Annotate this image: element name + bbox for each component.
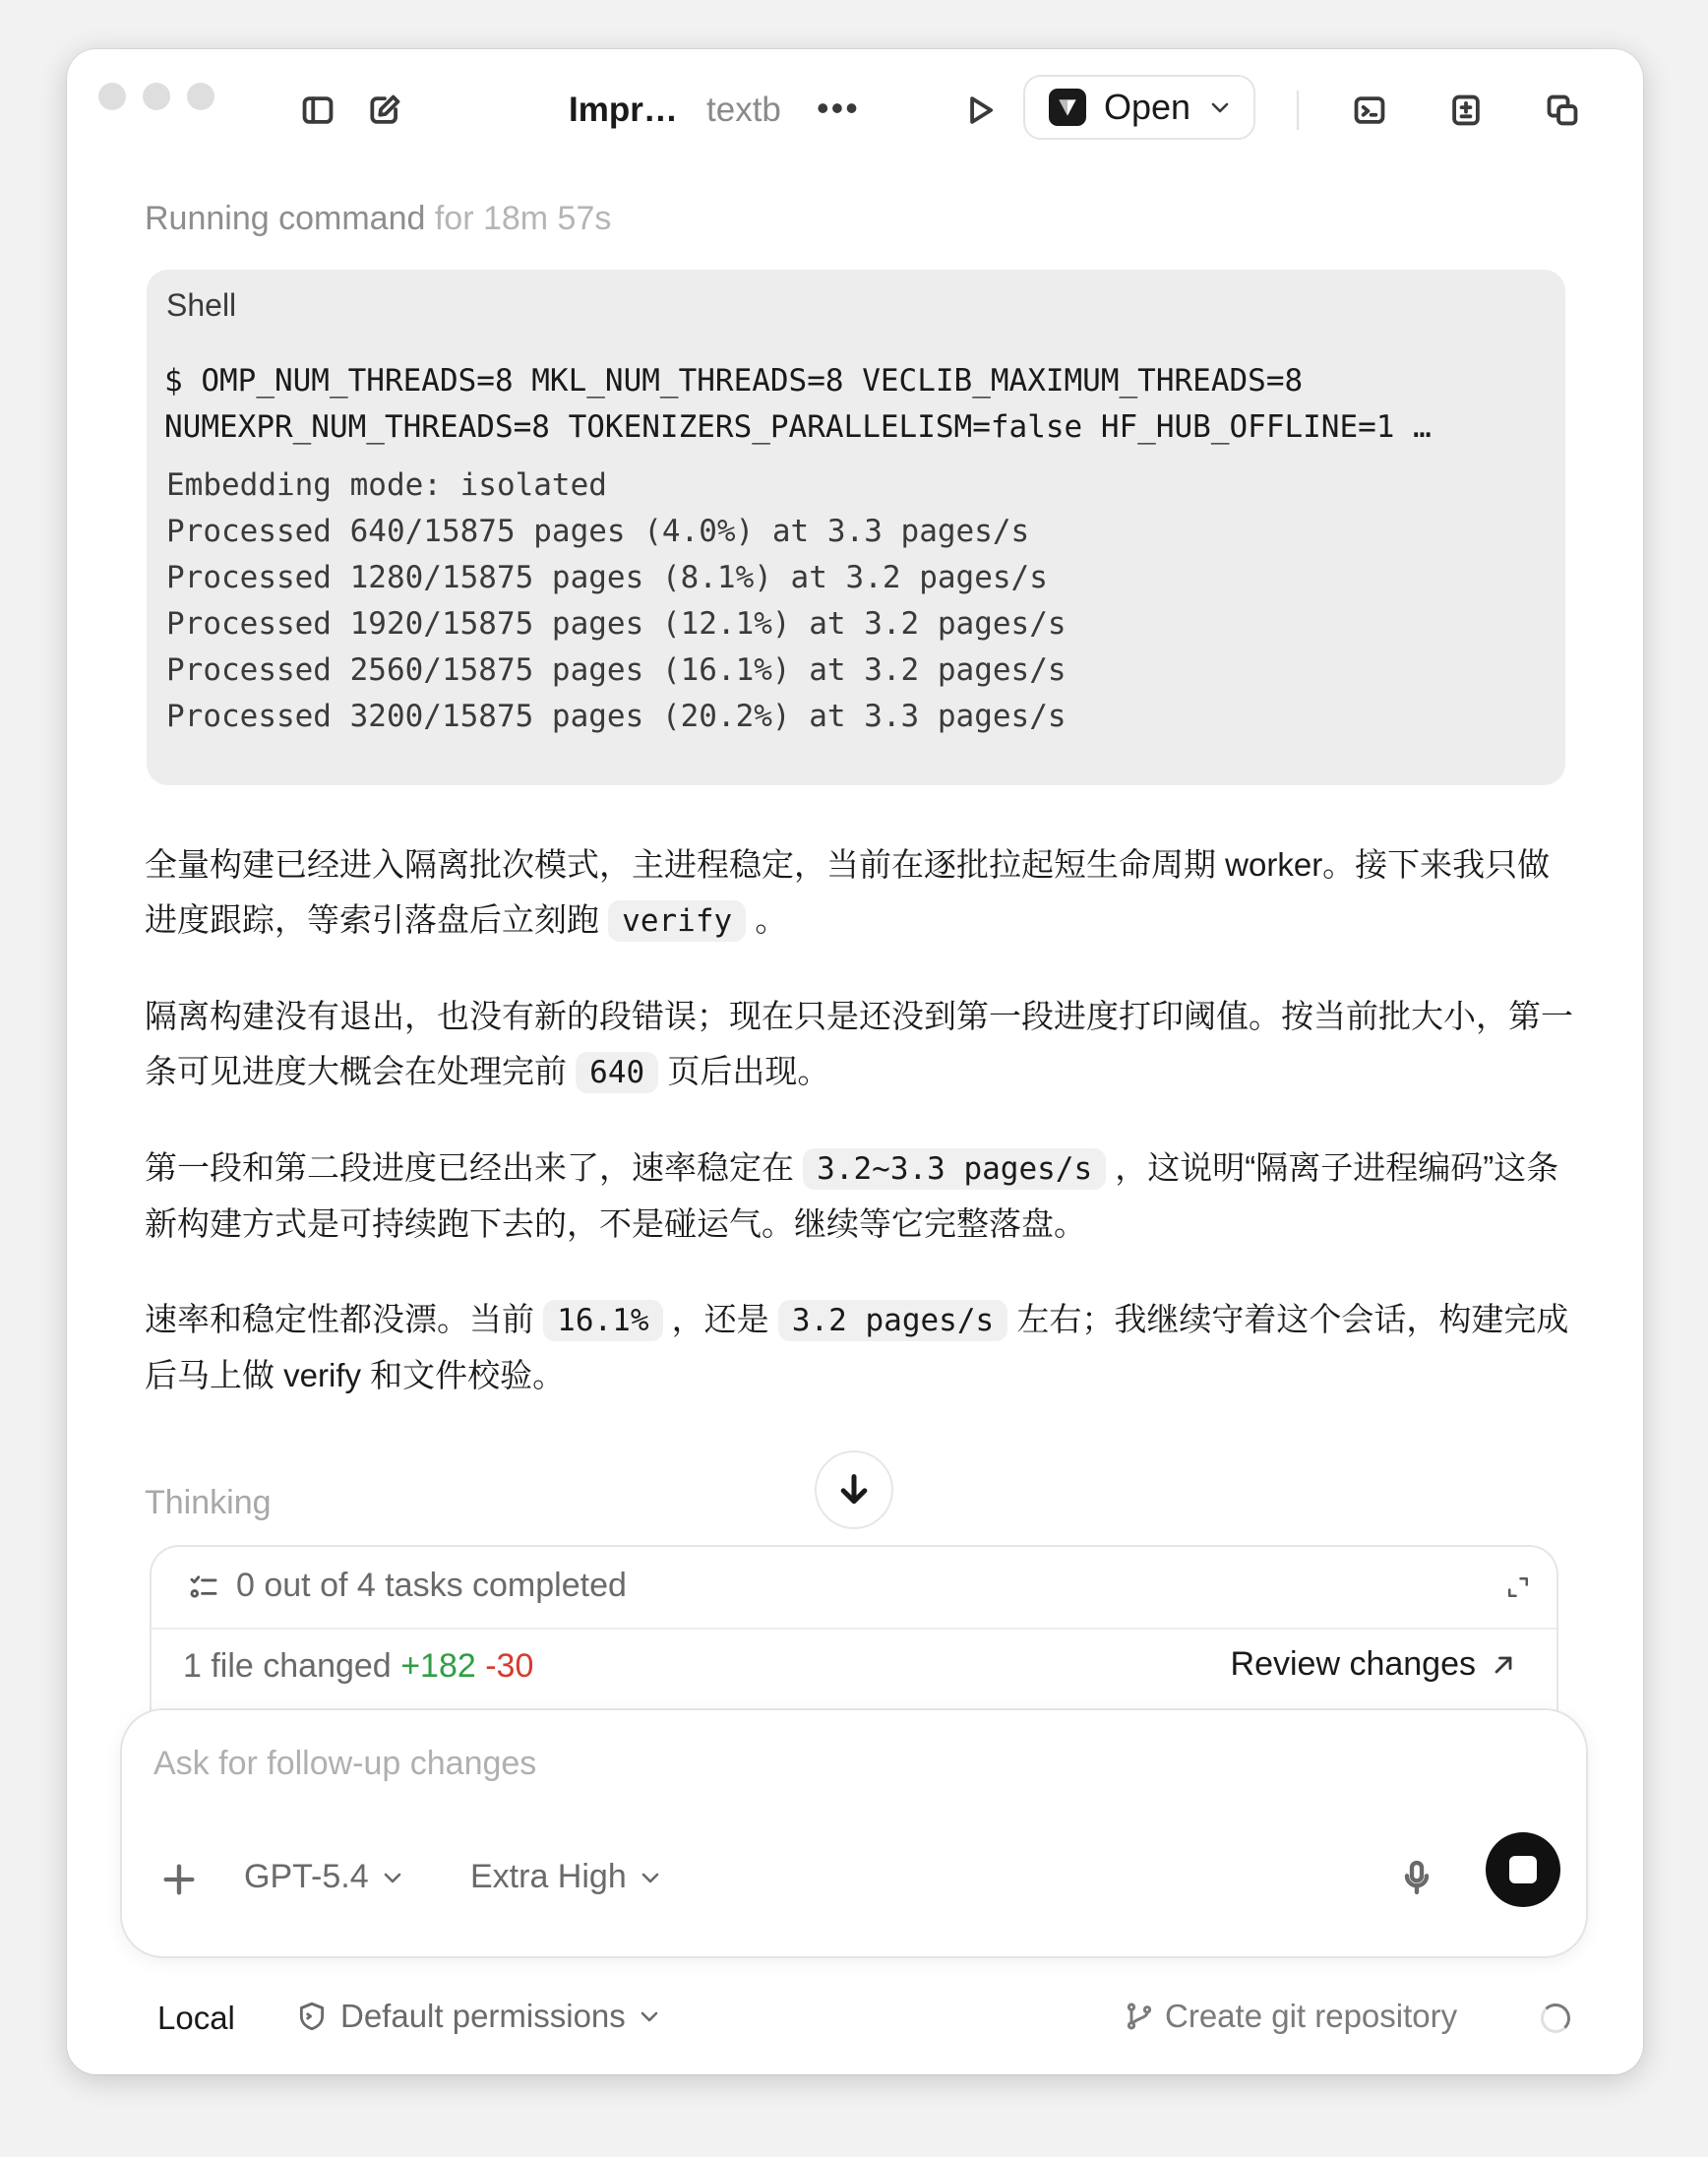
assistant-message [145, 837, 1581, 949]
inline-code: 3.2~3.3 pages/s [803, 1148, 1106, 1190]
zoom-window-button[interactable] [187, 83, 214, 110]
model-label: GPT-5.4 [244, 1858, 369, 1895]
diff-button[interactable] [1444, 89, 1488, 132]
scroll-to-bottom-button[interactable] [815, 1450, 893, 1529]
tasks-summary-row[interactable] [152, 1547, 1556, 1628]
terminal-button[interactable] [1348, 89, 1391, 132]
command-line: $ OMP_NUM_THREADS=8 MKL_NUM_THREADS=8 VECLIB_MAXIMUM_THREADS=8 [164, 363, 1304, 399]
mic-icon [1397, 1858, 1436, 1897]
divider [152, 1628, 1556, 1630]
open-label: Open [1104, 87, 1191, 127]
lines-removed: -30 [485, 1647, 534, 1685]
voice-input-button[interactable] [1397, 1858, 1436, 1901]
shell-output [166, 462, 1067, 740]
new-chat-icon [366, 92, 403, 129]
output-line: Processed 1920/15875 pages (12.1%) at 3.2 pages/s [166, 606, 1067, 642]
composer [120, 1708, 1588, 1958]
message-text: 隔离构建没有退出，也没有新的段错误；现在只是还没到第一段进度打印阈值。按当前批大小，第一条可见进度大概会在处理完前 [145, 998, 1573, 1089]
message-text: 页后出现。 [658, 1053, 830, 1089]
more-icon[interactable]: ••• [817, 88, 860, 128]
toolbar-divider [1297, 91, 1299, 130]
thinking-indicator: Thinking [145, 1484, 272, 1521]
message-text: 全量构建已经进入隔离批次模式，主进程稳定，当前在逐批拉起短生命周期 worker。接下来我只做进度跟踪，等索引落盘后立刻跑 [145, 846, 1551, 938]
inline-code: verify [608, 900, 746, 942]
chevron-down-icon [1208, 95, 1232, 119]
minimize-window-button[interactable] [143, 83, 170, 110]
thread-title[interactable]: Impr… [569, 91, 678, 129]
run-icon [961, 92, 999, 129]
project-name[interactable]: textb [706, 91, 781, 129]
reasoning-effort-selector[interactable] [470, 1858, 662, 1896]
sidebar-toggle-button[interactable] [296, 89, 339, 132]
create-git-repository-button[interactable] [1124, 1998, 1457, 2035]
sidebar-toggle-icon [299, 92, 336, 129]
stop-button[interactable] [1486, 1832, 1560, 1907]
permissions-selector[interactable] [295, 1998, 661, 2035]
arrow-up-right-icon [1490, 1651, 1517, 1679]
files-changed-summary [183, 1647, 533, 1686]
shell-title: Shell [166, 287, 237, 323]
open-in-app-button[interactable] [1023, 75, 1255, 140]
spinner-icon [1541, 2003, 1570, 2033]
chevron-down-icon [381, 1866, 404, 1889]
message-text: ，还是 [662, 1301, 778, 1337]
git-branch-icon [1124, 2001, 1155, 2032]
plus-icon [159, 1860, 199, 1899]
status-verb: Running command [145, 200, 426, 237]
output-line: Embedding mode: isolated [166, 467, 607, 503]
effort-label: Extra High [470, 1858, 627, 1895]
app-logo-glyph [1055, 94, 1080, 120]
app-window [67, 49, 1643, 2074]
run-button[interactable] [958, 89, 1002, 132]
inline-code: 16.1% [543, 1300, 662, 1341]
tasks-summary: 0 out of 4 tasks completed [236, 1567, 627, 1604]
chevron-down-icon [638, 2004, 661, 2028]
window-controls[interactable] [98, 83, 214, 110]
checklist-icon [187, 1571, 220, 1604]
assistant-message [145, 989, 1581, 1100]
model-selector[interactable] [244, 1858, 404, 1896]
assistant-message [145, 1140, 1581, 1252]
output-line: Processed 640/15875 pages (4.0%) at 3.3 pages/s [166, 514, 1030, 549]
arrow-down-icon [834, 1470, 874, 1510]
shield-icon [295, 2000, 329, 2033]
expand-icon[interactable] [1503, 1572, 1533, 1602]
copy-button[interactable] [1541, 89, 1584, 132]
inline-code: 3.2 pages/s [778, 1300, 1007, 1341]
permissions-label: Default permissions [340, 1998, 626, 2034]
inline-code: 640 [576, 1052, 658, 1093]
status-duration: for 18m 57s [434, 200, 612, 237]
output-line: Processed 3200/15875 pages (20.2%) at 3.3 pages/s [166, 699, 1067, 734]
app-logo-icon [1049, 89, 1086, 126]
copy-icon [1544, 92, 1581, 129]
files-changed-count: 1 file changed [183, 1647, 392, 1685]
output-line: Processed 1280/15875 pages (8.1%) at 3.2 pages/s [166, 560, 1048, 595]
chevron-down-icon [639, 1866, 662, 1889]
new-chat-button[interactable] [363, 89, 406, 132]
shell-command [164, 358, 1432, 451]
review-changes-button[interactable] [1231, 1645, 1517, 1684]
message-text: 左右；我继续守着这个会话，构建完成后马上做 verify 和文件校验。 [145, 1301, 1569, 1393]
close-window-button[interactable] [98, 83, 126, 110]
command-status [145, 199, 611, 238]
command-line: NUMEXPR_NUM_THREADS=8 TOKENIZERS_PARALLELISM=false HF_HUB_OFFLINE=1 … [164, 409, 1432, 445]
lines-added: +182 [400, 1647, 476, 1685]
message-text: 速率和稳定性都没漂。当前 [145, 1301, 544, 1337]
stop-icon [1509, 1856, 1537, 1883]
environment-local[interactable]: Local [157, 2000, 235, 2036]
git-label: Create git repository [1165, 1998, 1458, 2034]
terminal-icon [1351, 92, 1388, 129]
shell-output-block [147, 270, 1565, 785]
message-text: ，这说明“隔离子进程编码”这条新构建方式是可持续跑下去的，不是碰运气。继续等它完整落盘。 [145, 1149, 1559, 1242]
assistant-message [145, 1292, 1581, 1403]
diff-icon [1447, 92, 1485, 129]
review-changes-label: Review changes [1230, 1645, 1476, 1683]
follow-up-input[interactable] [152, 1738, 1434, 1789]
add-attachment-button[interactable] [159, 1860, 199, 1899]
message-text: 第一段和第二段进度已经出来了，速率稳定在 [145, 1149, 804, 1186]
output-line: Processed 2560/15875 pages (16.1%) at 3.2 pages/s [166, 652, 1067, 688]
message-text: 。 [746, 901, 788, 938]
tasks-panel [150, 1545, 1558, 1722]
